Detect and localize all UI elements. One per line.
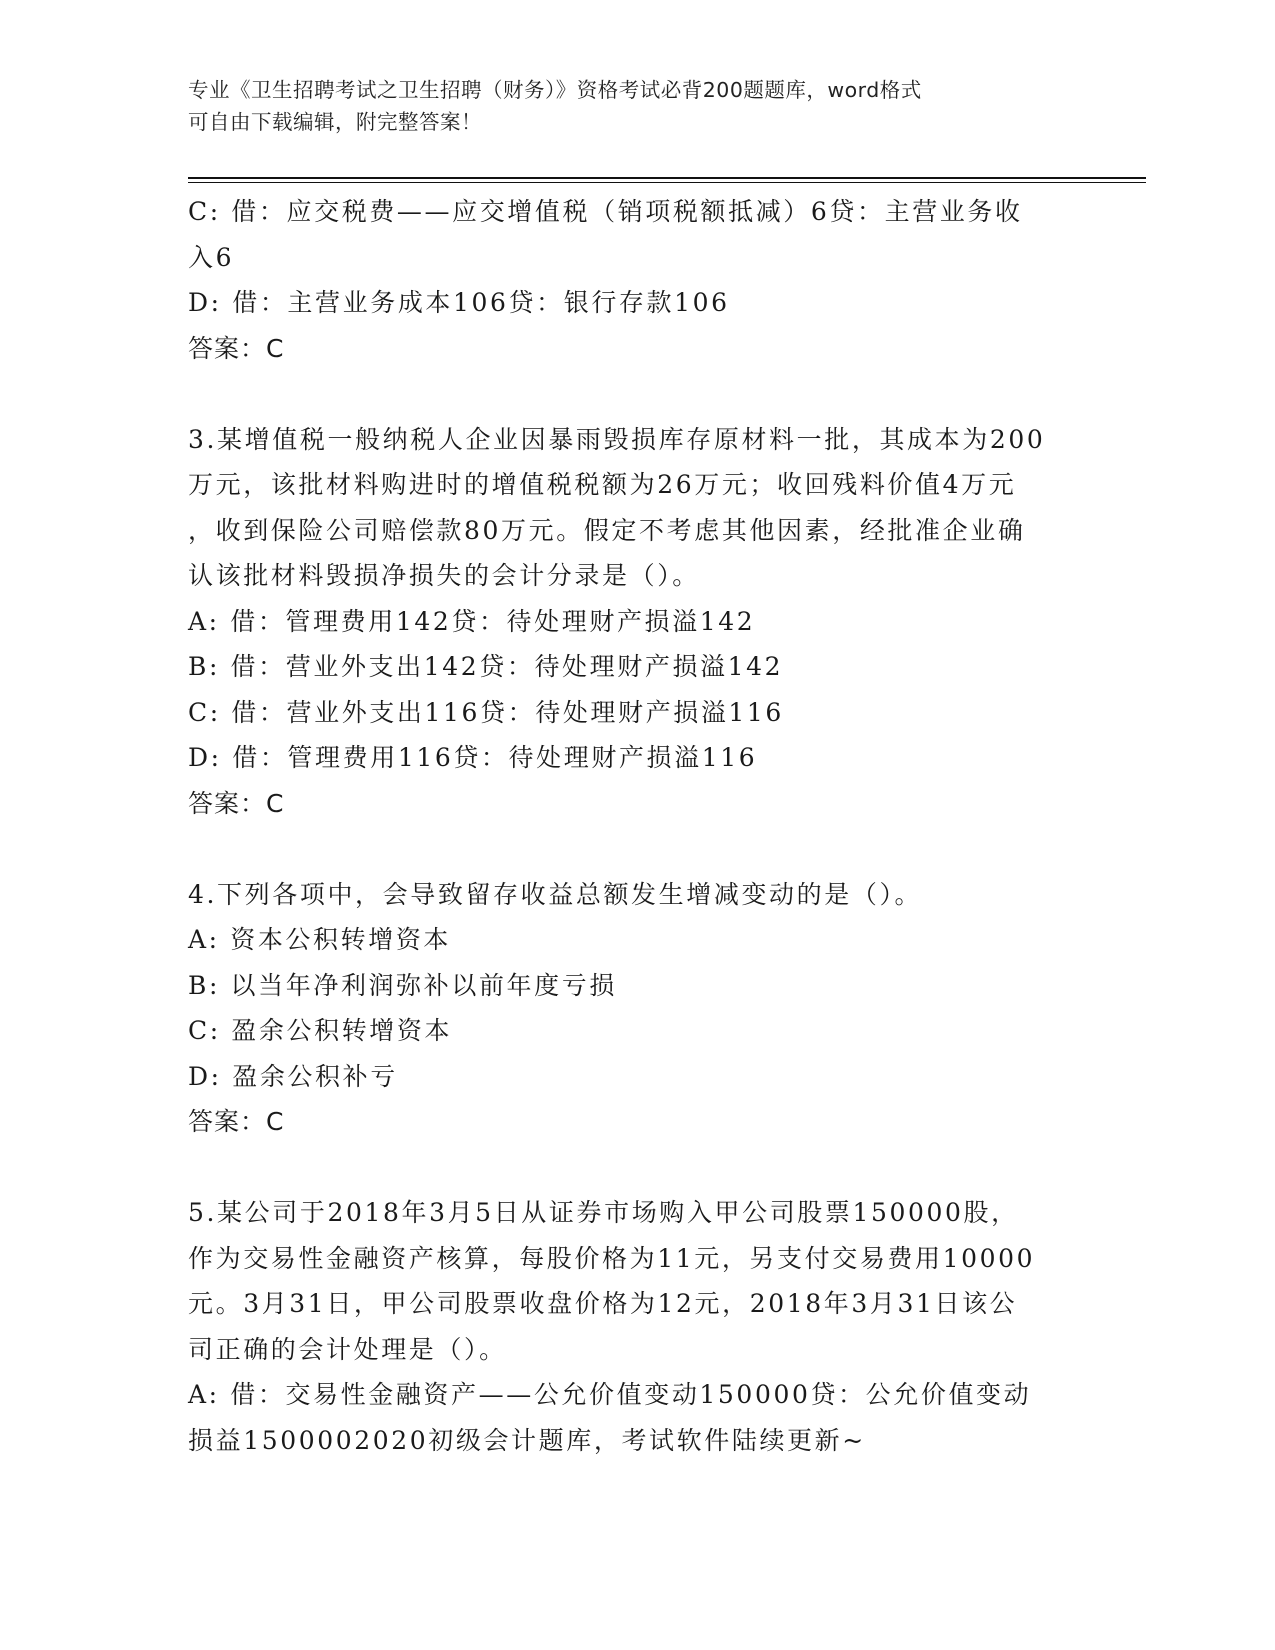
option-b: B: 以当年净利润弥补以前年度亏损 bbox=[188, 970, 617, 1000]
option-d: D: 借：管理费用116贷：待处理财产损溢116 bbox=[188, 743, 758, 772]
header-line-2: 可自由下载编辑，附完整答案！ bbox=[188, 110, 482, 134]
option-c: C: 借：营业外支出116贷：待处理财产损溢116 bbox=[188, 697, 784, 727]
question-stem-line: ，收到保险公司赔偿款80万元。假定不考虑其他因素，经批准企业确 bbox=[188, 515, 1026, 545]
option-c-line-1: C: 借：应交税费——应交增值税（销项税额抵减）6贷：主营业务收 bbox=[188, 197, 1023, 226]
document-body bbox=[188, 189, 1073, 1463]
question-2-tail bbox=[188, 189, 1073, 371]
option-c-line-2: 入6 bbox=[188, 242, 235, 272]
question-stem-line: 元。3月31日，甲公司股票收盘价格为12元，2018年3月31日该公 bbox=[188, 1289, 1018, 1318]
question-4 bbox=[188, 872, 1073, 1145]
option-a: A: 借：管理费用142贷：待处理财产损溢142 bbox=[188, 606, 756, 636]
answer-line: 答案：C bbox=[188, 333, 285, 363]
spacer bbox=[188, 371, 1073, 417]
spacer bbox=[188, 1145, 1073, 1191]
answer-line: 答案：C bbox=[188, 788, 285, 818]
question-stem-line: 5.某公司于2018年3月5日从证券市场购入甲公司股票150000股， bbox=[188, 1198, 1019, 1227]
header-divider-thin bbox=[188, 182, 1146, 183]
spacer bbox=[188, 826, 1073, 872]
question-stem-line: 3.某增值税一般纳税人企业因暴雨毁损库存原材料一批，其成本为200 bbox=[188, 424, 1046, 454]
header-divider-thick bbox=[188, 177, 1146, 179]
question-3 bbox=[188, 417, 1073, 827]
option-d: D: 盈余公积补亏 bbox=[188, 1061, 398, 1091]
option-a-line-2: 损益1500002020初级会计题库，考试软件陆续更新~ bbox=[188, 1425, 866, 1455]
option-a-line-1: A: 借：交易性金融资产——公允价值变动150000贷：公允价值变动 bbox=[188, 1380, 1032, 1409]
question-5 bbox=[188, 1190, 1073, 1463]
question-stem-line: 万元，该批材料购进时的增值税税额为26万元；收回残料价值4万元 bbox=[188, 470, 1017, 499]
header-line-1: 专业《卫生招聘考试之卫生招聘（财务）》资格考试必背200题题库，word格式 bbox=[188, 78, 922, 102]
question-stem-line: 认该批材料毁损净损失的会计分录是（）。 bbox=[188, 561, 700, 590]
question-stem-line: 司正确的会计处理是（）。 bbox=[188, 1334, 507, 1364]
option-c: C: 盈余公积转增资本 bbox=[188, 1016, 453, 1045]
option-d: D: 借：主营业务成本106贷：银行存款106 bbox=[188, 288, 730, 317]
option-a: A: 资本公积转增资本 bbox=[188, 925, 452, 954]
answer-line: 答案：C bbox=[188, 1107, 285, 1136]
question-stem-line: 作为交易性金融资产核算，每股价格为11元，另支付交易费用10000 bbox=[188, 1243, 1036, 1273]
option-b: B: 借：营业外支出142贷：待处理财产损溢142 bbox=[188, 652, 784, 681]
page-header bbox=[188, 74, 1068, 138]
question-stem-line: 4.下列各项中，会导致留存收益总额发生增减变动的是（）。 bbox=[188, 879, 923, 909]
